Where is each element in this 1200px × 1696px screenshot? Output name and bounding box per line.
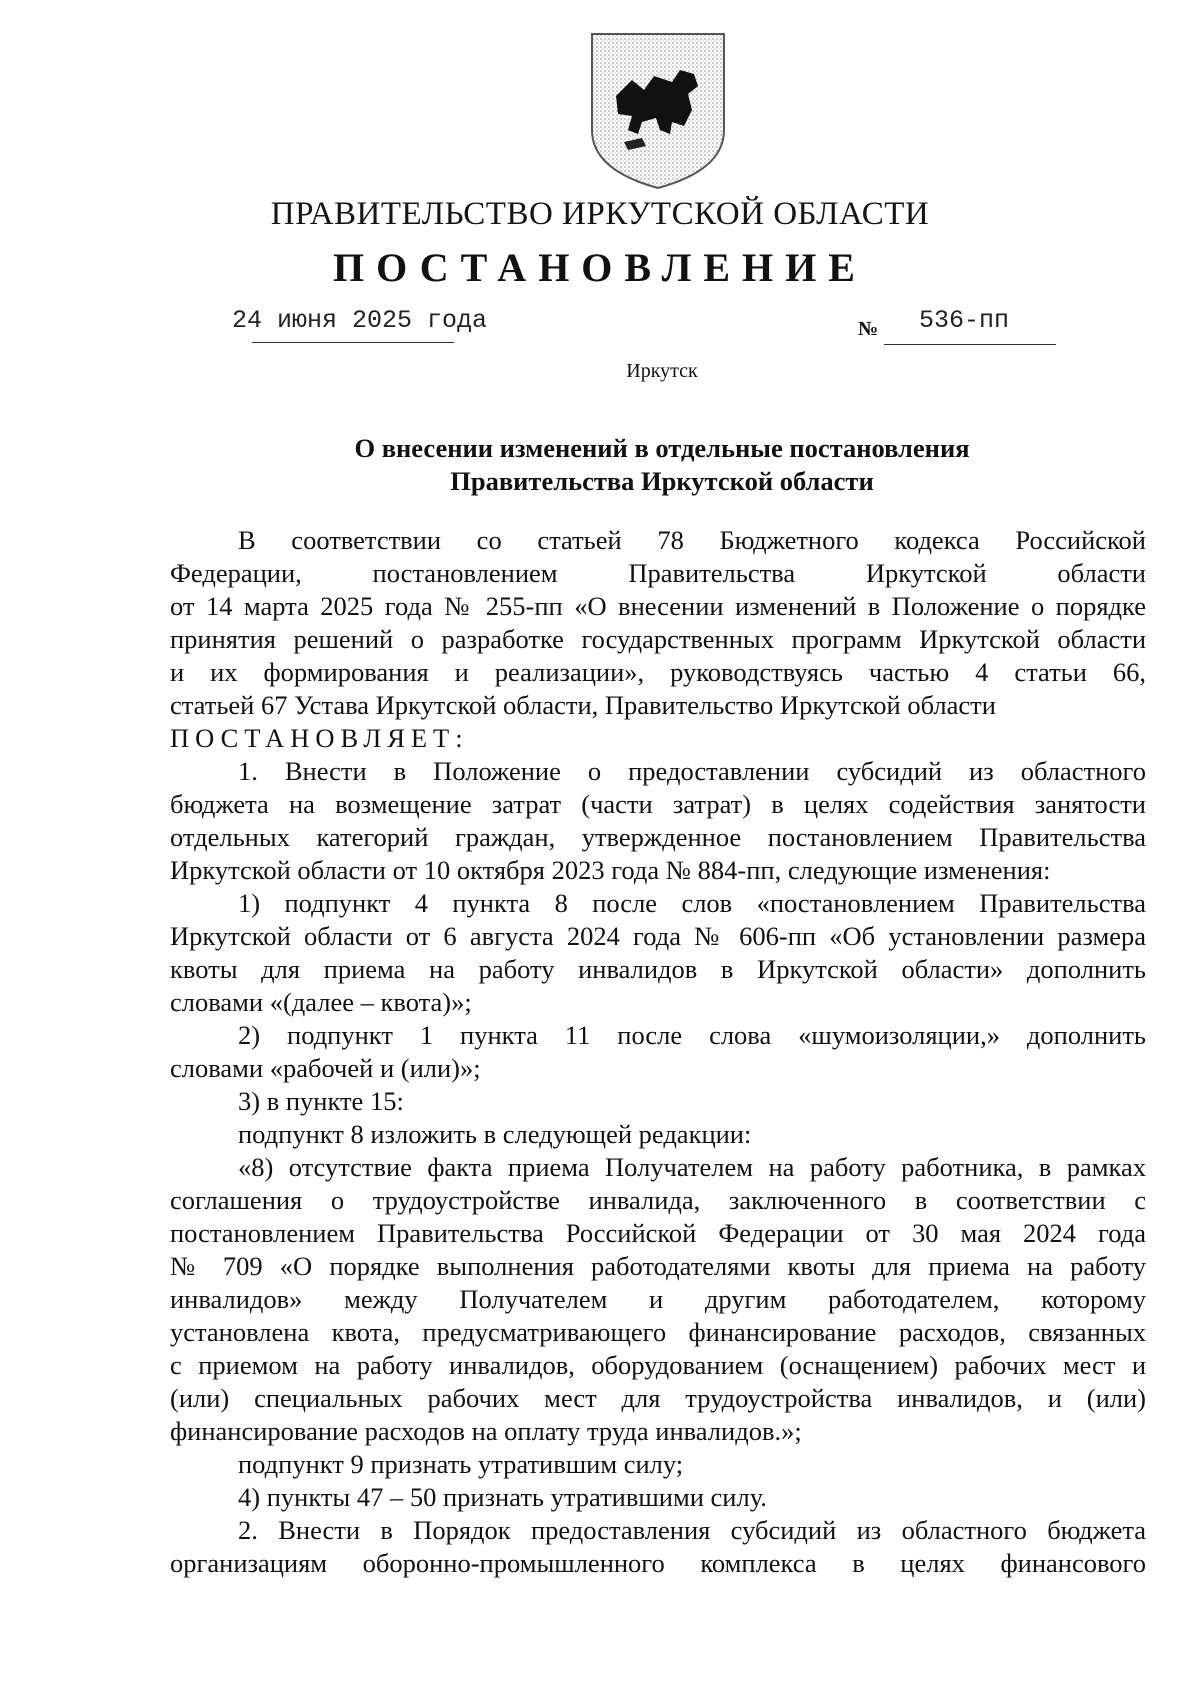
preamble-paragraph bbox=[170, 524, 1146, 722]
item-1-paragraph bbox=[170, 755, 1146, 887]
text-line: № 709 «О порядке выполнения работодателями квоты для приема на работу bbox=[170, 1251, 1146, 1281]
number-sign: № bbox=[858, 318, 879, 340]
text-line: установлена квота, предусматривающего финансирование расходов, связанных bbox=[170, 1317, 1146, 1347]
text-line: принятия решений о разработке государственных программ Иркутской области bbox=[170, 624, 1146, 654]
text-line: 1. Внести в Положение о предоставлении субсидий из областного bbox=[238, 756, 1146, 786]
item-1-3-paragraph: 3) в пункте 15: bbox=[238, 1086, 404, 1116]
item-1-1-paragraph bbox=[170, 887, 1146, 1019]
subject-line: О внесении изменений в отдельные постановления bbox=[354, 433, 970, 463]
irkutsk-coat-of-arms-icon bbox=[588, 30, 728, 192]
text-line: от 14 марта 2025 года № 255-пп «О внесении изменений в Положение о порядке bbox=[170, 591, 1146, 621]
text-line: Иркутской области от 10 октября 2023 года № 884-пп, следующие изменения: bbox=[170, 855, 1051, 885]
text-line: бюджета на возмещение затрат (части затрат) в целях содействия занятости bbox=[170, 789, 1146, 819]
document-body bbox=[170, 524, 1146, 1580]
subject-line: Правительства Иркутской области bbox=[450, 466, 874, 496]
text-line: и их формирования и реализации», руководствуясь частью 4 статьи 66, bbox=[170, 657, 1146, 687]
text-line: 2. Внести в Порядок предоставления субсидий из областного бюджета bbox=[238, 1515, 1146, 1545]
government-name: ПРАВИТЕЛЬСТВО ИРКУТСКОЙ ОБЛАСТИ bbox=[270, 196, 930, 232]
text-line: отдельных категорий граждан, утвержденное постановлением Правительства bbox=[170, 822, 1146, 852]
text-line: В соответствии со статьей 78 Бюджетного кодекса Российской bbox=[238, 525, 1146, 555]
text-line: Федерации, постановлением Правительства Иркутской области bbox=[170, 558, 1146, 588]
item-2-paragraph bbox=[170, 1514, 1146, 1580]
date-underline bbox=[252, 342, 454, 343]
text-line: Иркутской области от 6 августа 2024 года № 606-пп «Об установлении размера bbox=[170, 921, 1146, 951]
text-line: соглашения о трудоустройстве инвалида, заключенного в соответствии с bbox=[170, 1185, 1146, 1215]
number-underline bbox=[884, 344, 1056, 345]
text-line: словами «рабочей и (или)»; bbox=[170, 1053, 481, 1083]
item-1-3c-paragraph: подпункт 9 признать утратившим силу; bbox=[238, 1449, 684, 1479]
text-line: с приемом на работу инвалидов, оборудованием (оснащением) рабочих мест и bbox=[170, 1350, 1146, 1380]
text-line: словами «(далее – квота)»; bbox=[170, 987, 472, 1017]
document-type-title: ПОСТАНОВЛЕНИЕ bbox=[333, 245, 867, 290]
item-1-3a-paragraph: подпункт 8 изложить в следующей редакции: bbox=[238, 1119, 752, 1149]
document-subject bbox=[0, 432, 1200, 498]
item-1-4-paragraph: 4) пункты 47 – 50 признать утратившими силу. bbox=[238, 1482, 767, 1512]
decree-word: ПОСТАНОВЛЯЕТ: bbox=[170, 723, 469, 753]
text-line: квоты для приема на работу инвалидов в Иркутской области» дополнить bbox=[170, 954, 1146, 984]
document-number: 536-пп bbox=[919, 306, 1010, 335]
text-line: статьей 67 Устава Иркутской области, Правительство Иркутской области bbox=[170, 690, 996, 720]
text-line: финансирование расходов на оплату труда инвалидов.»; bbox=[170, 1416, 802, 1446]
text-line: 2) подпункт 1 пункта 11 после слова «шумоизоляции,» дополнить bbox=[238, 1020, 1146, 1050]
item-1-3b-paragraph bbox=[170, 1151, 1146, 1448]
text-line: 1) подпункт 4 пункта 8 после слов «постановлением Правительства bbox=[238, 888, 1146, 918]
text-line: постановлением Правительства Российской Федерации от 30 мая 2024 года bbox=[170, 1218, 1146, 1248]
document-city: Иркутск bbox=[626, 360, 698, 382]
text-line: (или) специальных рабочих мест для трудоустройства инвалидов, и (или) bbox=[170, 1383, 1146, 1413]
item-1-2-paragraph bbox=[170, 1019, 1146, 1085]
text-line: инвалидов» между Получателем и другим работодателем, которому bbox=[170, 1284, 1146, 1314]
document-date: 24 июня 2025 года bbox=[232, 306, 488, 335]
text-line: организациям оборонно-промышленного комплекса в целях финансового bbox=[170, 1548, 1146, 1578]
text-line: «8) отсутствие факта приема Получателем на работу работника, в рамках bbox=[238, 1152, 1146, 1182]
